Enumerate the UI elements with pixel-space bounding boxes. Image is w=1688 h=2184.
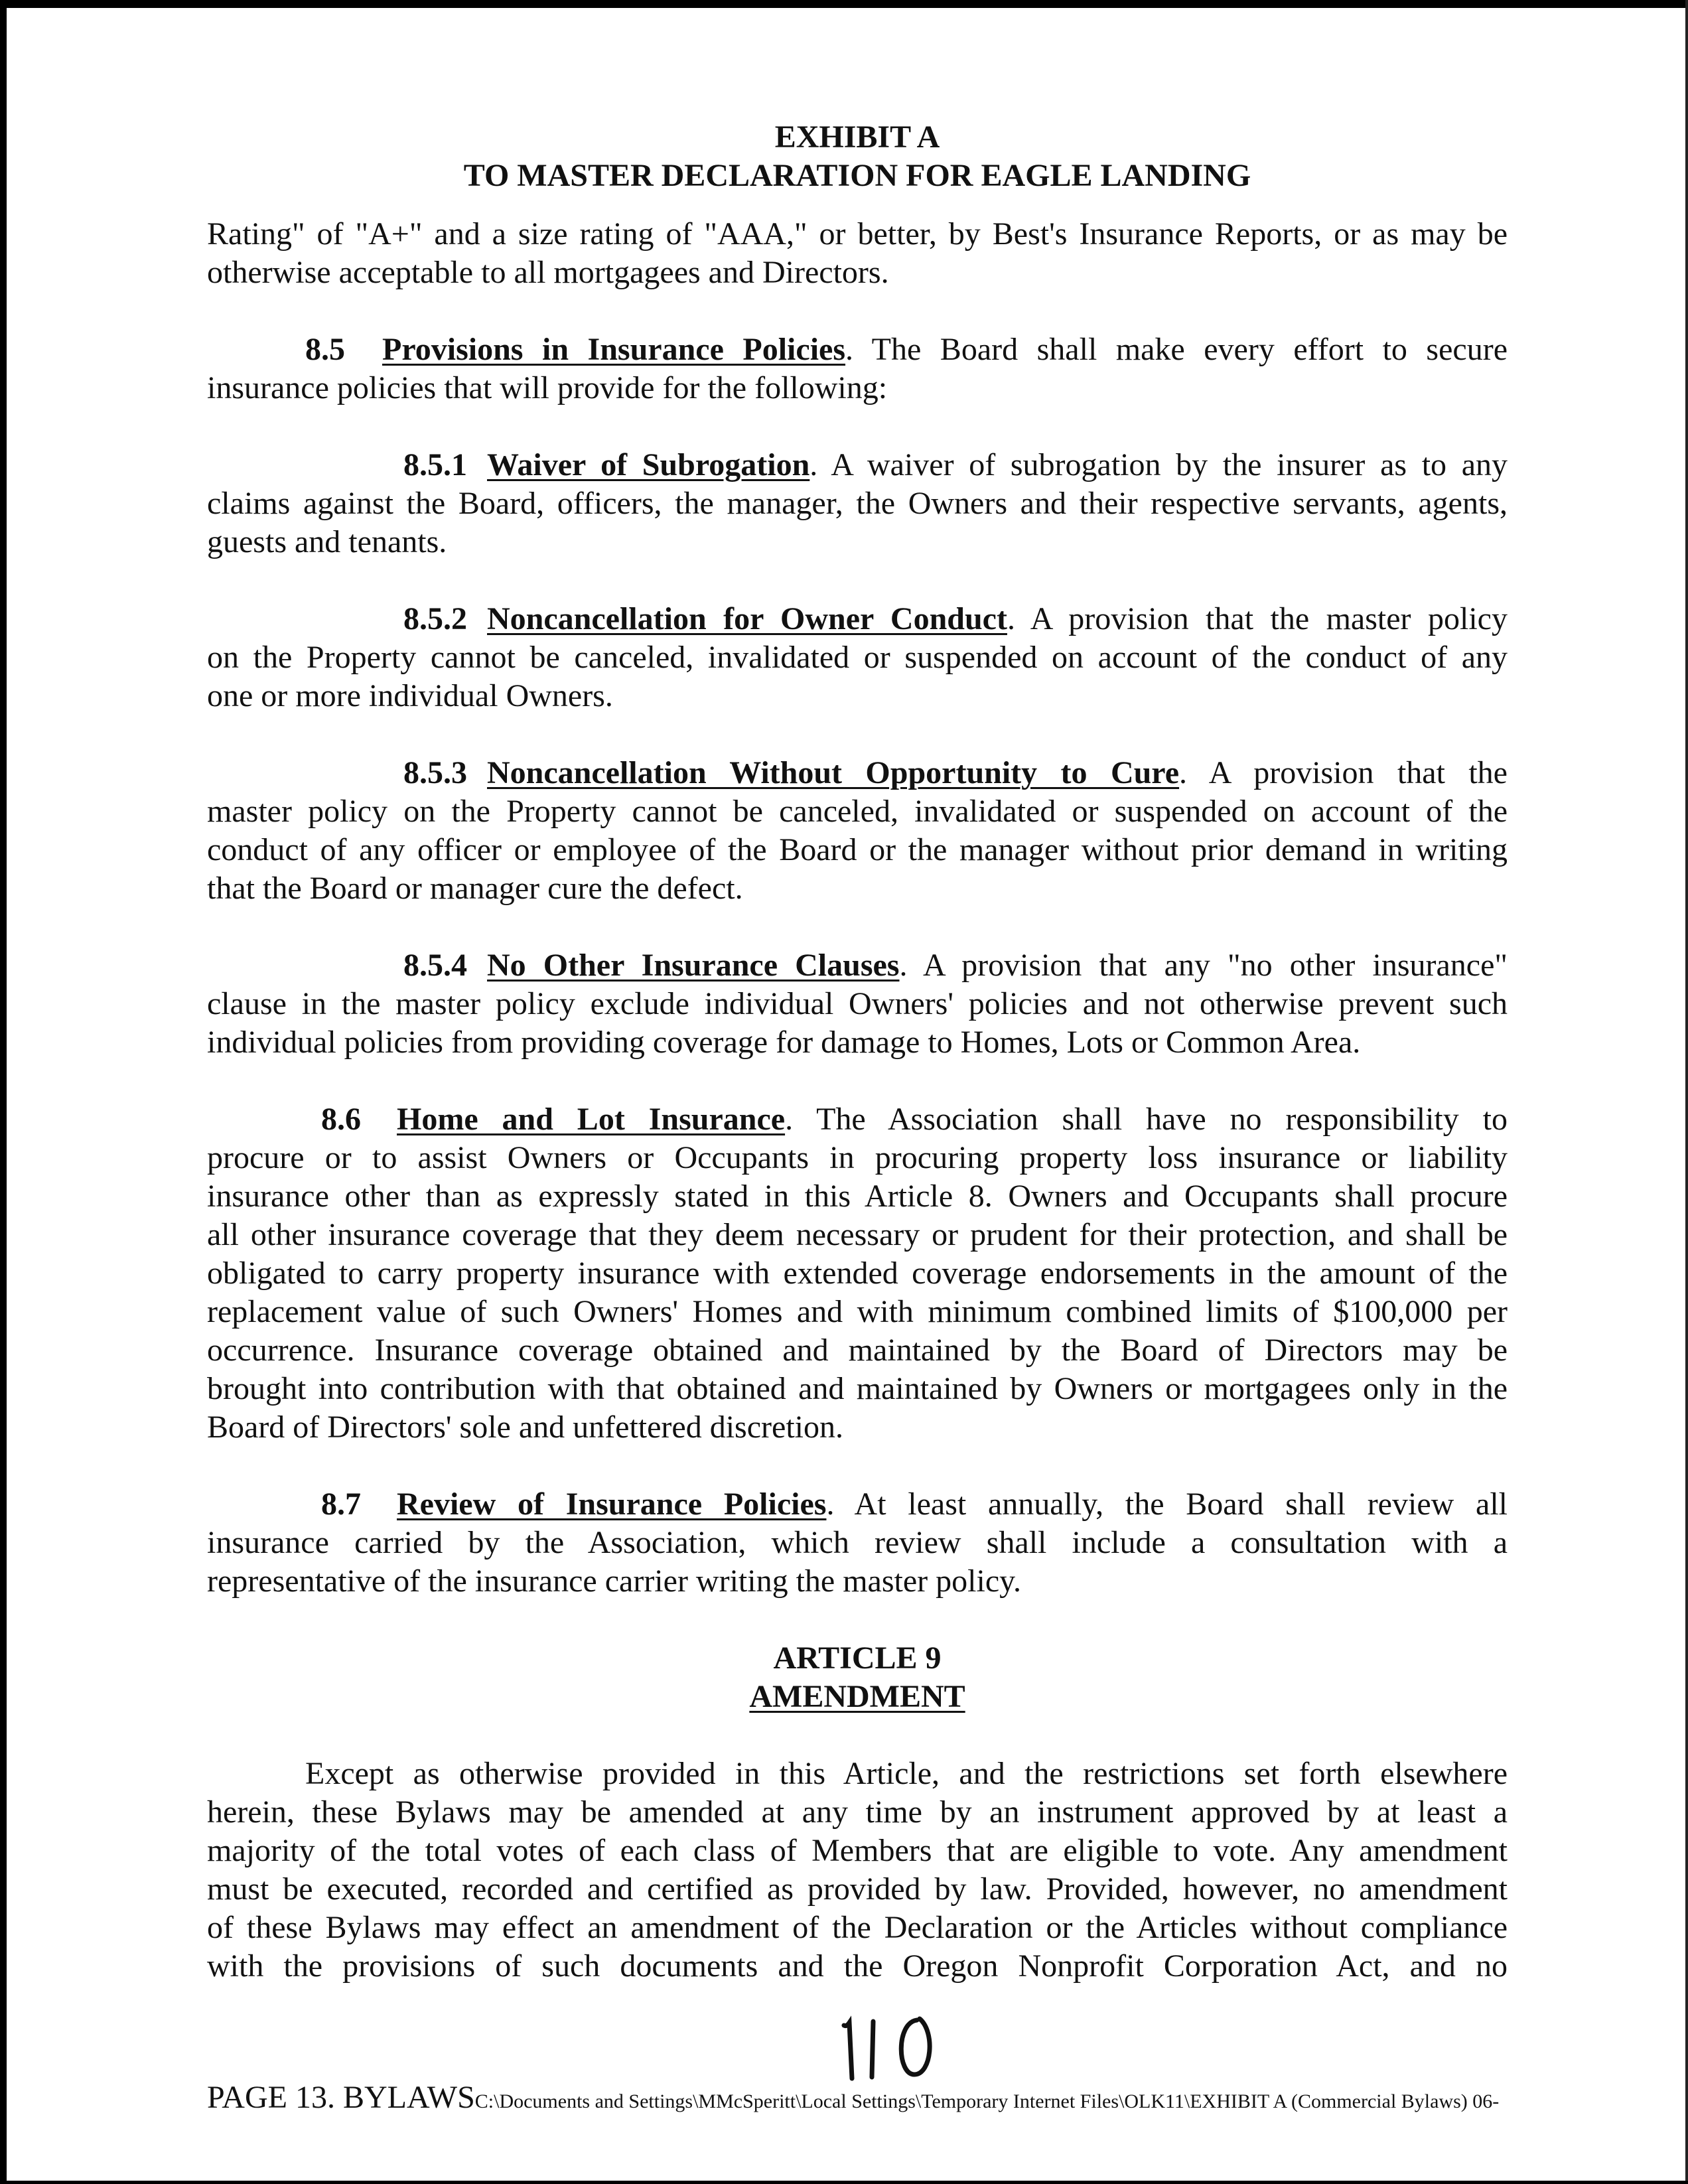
section-8-5-1-line-2: claims against the Board, officers, the manager, the Owners and their respective servants, agents,: [207, 486, 1508, 521]
section-8-5-1-line-3: guests and tenants.: [207, 524, 447, 559]
intro-line-2: otherwise acceptable to all mortgagees and Directors.: [207, 255, 889, 290]
section-8-5-4-line-3: individual policies from providing coverage for damage to Homes, Lots or Common Area.: [207, 1025, 1361, 1060]
scan-border-top: [0, 0, 1688, 8]
article-9-heading: ARTICLE 9: [773, 1640, 942, 1676]
section-number: 8.5.4: [403, 948, 467, 983]
footer-file-path: C:\Documents and Settings\MMcSperitt\Local Settings\Temporary Internet Files\OLK11\EXHIBIT A (Commercial Bylaws) 06-: [474, 2090, 1500, 2112]
article-9-line: majority of the total votes of each class of Members that are eligible to vote. Any amendment: [207, 1833, 1508, 1868]
article-9-subheading-row: [207, 1678, 1508, 1716]
section-number: 8.5: [305, 332, 345, 367]
section-8-5-3-line-2: master policy on the Property cannot be canceled, invalidated or suspended on account of the: [207, 794, 1508, 829]
section-8-6-line: brought into contribution with that obtained and maintained by Owners or mortgagees only in the: [207, 1371, 1508, 1406]
section-number: 8.6: [321, 1102, 361, 1137]
section-8-5-2-line-2: on the Property cannot be canceled, invalidated or suspended on account of the conduct of any: [207, 640, 1508, 675]
footer-label: PAGE 13. BYLAWS: [207, 2080, 475, 2115]
article-9-line: must be executed, recorded and certified as provided by law. Provided, however, no amendment: [207, 1871, 1508, 1907]
section-title: Provisions in Insurance Policies: [382, 332, 846, 367]
section-8-7-line-3: representative of the insurance carrier writing the master policy.: [207, 1564, 1022, 1599]
article-9-line: herein, these Bylaws may be amended at any time by an instrument approved by at least a: [207, 1794, 1508, 1830]
scan-border-left: [0, 0, 7, 2184]
intro-line-1: Rating" of "A+" and a size rating of "AAA," or better, by Best's Insurance Reports, or as may be: [207, 216, 1508, 252]
section-8-6-line: procure or to assist Owners or Occupants in procuring property loss insurance or liability: [207, 1140, 1508, 1175]
section-8-6-line: all other insurance coverage that they deem necessary or prudent for their protection, and shall be: [207, 1217, 1508, 1252]
section-8-6-line-1: [207, 1100, 1508, 1139]
section-number: 8.5.2: [403, 601, 467, 636]
section-title: Waiver of Subrogation: [487, 447, 810, 482]
section-8-5-3-line-1: [207, 754, 1508, 792]
section-number: 8.5.3: [403, 755, 467, 790]
article-9-text: Except as otherwise provided in this Article, and the restrictions set forth elsewhere: [305, 1756, 1508, 1791]
handwritten-page-number: [832, 2005, 965, 2085]
section-title: Noncancellation for Owner Conduct: [487, 601, 1007, 636]
declaration-heading: TO MASTER DECLARATION FOR EAGLE LANDING: [463, 158, 1251, 193]
article-9-line: with the provisions of such documents and the Oregon Nonprofit Corporation Act, and no: [207, 1948, 1508, 1984]
section-8-7-line-2: insurance carried by the Association, which review shall include a consultation with a: [207, 1525, 1508, 1560]
section-8-5-3-line-4: that the Board or manager cure the defect.: [207, 871, 743, 906]
section-number: 8.5.1: [403, 447, 467, 482]
section-8-5-4-line-1: [207, 946, 1508, 985]
section-8-5-2-line-3: one or more individual Owners.: [207, 678, 613, 713]
section-title: Noncancellation Without Opportunity to Cure: [487, 755, 1180, 790]
scan-border-right: [1685, 0, 1688, 2184]
section-8-5-4-line-2: clause in the master policy exclude individual Owners' policies and not otherwise prevent such: [207, 986, 1508, 1021]
section-8-6-line: Board of Directors' sole and unfettered discretion.: [207, 1410, 843, 1445]
article-9-line-1: [207, 1755, 1508, 1793]
section-8-5-line-2: insurance policies that will provide for the following:: [207, 370, 888, 405]
section-number: 8.7: [321, 1487, 361, 1522]
section-text: . A waiver of subrogation by the insurer as to any: [809, 447, 1508, 482]
section-8-6-line: occurrence. Insurance coverage obtained and maintained by the Board of Directors may be: [207, 1333, 1508, 1368]
section-title: Home and Lot Insurance: [397, 1102, 786, 1137]
section-8-6-line: insurance other than as expressly stated in this Article 8. Owners and Occupants shall procure: [207, 1179, 1508, 1214]
page-footer: [207, 2078, 1687, 2121]
section-text: . The Board shall make every effort to secure: [845, 332, 1508, 367]
section-8-5-3-line-3: conduct of any officer or employee of the Board or the manager without prior demand in writing: [207, 832, 1508, 867]
section-8-5-line-1: [207, 330, 1508, 369]
section-text: . A provision that the: [1179, 755, 1508, 790]
article-9-subheading: AMENDMENT: [749, 1679, 965, 1714]
section-text: . A provision that the master policy: [1007, 601, 1508, 636]
section-8-7-line-1: [207, 1485, 1508, 1524]
exhibit-heading: EXHIBIT A: [774, 119, 940, 155]
section-8-6-line: obligated to carry property insurance with extended coverage endorsements in the amount of the: [207, 1256, 1508, 1291]
scan-border-bottom: [0, 2181, 1688, 2184]
section-title: Review of Insurance Policies: [397, 1487, 827, 1522]
section-8-5-1-line-1: [207, 446, 1508, 484]
article-9-line: of these Bylaws may effect an amendment of the Declaration or the Articles without compliance: [207, 1910, 1508, 1945]
section-text: . A provision that any "no other insurance": [899, 948, 1508, 983]
section-8-6-line: replacement value of such Owners' Homes and with minimum combined limits of $100,000 per: [207, 1294, 1508, 1329]
section-title: No Other Insurance Clauses: [487, 948, 900, 983]
section-text: . At least annually, the Board shall review all: [826, 1487, 1508, 1522]
section-8-5-2-line-1: [207, 600, 1508, 638]
section-text: . The Association shall have no responsibility to: [785, 1102, 1508, 1137]
